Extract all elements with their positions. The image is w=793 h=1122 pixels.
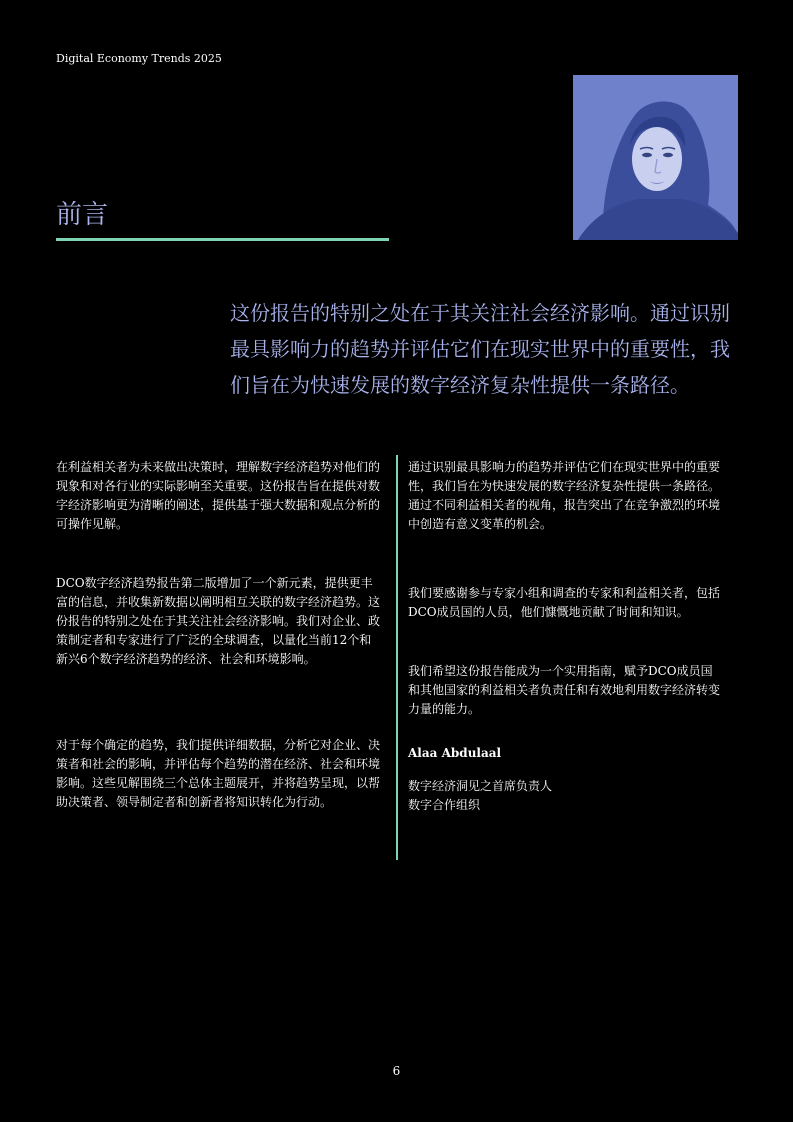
left-paragraph-3: 对于每个确定的趋势，我们提供详细数据，分析它对企业、决策者和社会的影响，并评估每个趋势的潜在经济、社会和环境影响。这些见解围绕三个总体主题展开，并将趋势呈现，以帮助决策者、领导制定者和创新者将知识转化为行动。 (56, 738, 381, 809)
portrait-photo (573, 75, 738, 240)
pull-quote: 这份报告的特别之处在于其关注社会经济影响。通过识别最具影响力的趋势并评估它们在现实世界中的重要性，我们旨在为快速发展的数字经济复杂性提供一条路径。 (230, 301, 730, 397)
right-paragraph-1: 通过识别最具影响力的趋势并评估它们在现实世界中的重要性，我们旨在为快速发展的数字经济复杂性提供一条路径。通过不同利益相关者的视角，报告突出了在竞争激烈的环境中创造有意义变革的机会。 (408, 460, 721, 531)
column-divider (396, 455, 398, 860)
author-portrait (573, 75, 738, 240)
signature-role: 数字经济洞见之首席负责人 (408, 779, 553, 793)
right-column (408, 458, 723, 815)
signature-organization: 数字合作组织 (408, 798, 481, 812)
right-paragraph-2: 我们要感谢参与专家小组和调查的专家和利益相关者，包括DCO成员国的人员，他们慷慨地贡献了时间和知识。 (408, 586, 721, 619)
page-title: 前言 (56, 200, 109, 230)
left-column (56, 458, 381, 812)
title-underline (56, 238, 389, 241)
report-title: Digital Economy Trends 2025 (56, 52, 222, 65)
signature-name: Alaa Abdulaal (408, 746, 502, 760)
right-paragraph-3: 我们希望这份报告能成为一个实用指南，赋予DCO成员国和其他国家的利益相关者负责任和有效地利用数字经济转变力量的能力。 (408, 664, 721, 716)
page-number: 6 (392, 1064, 401, 1078)
left-paragraph-2: DCO数字经济趋势报告第二版增加了一个新元素，提供更丰富的信息，并收集新数据以阐明相互关联的数字经济趋势。这份报告的特别之处在于其关注社会经济影响。我们对企业、政策制定者和专家进行了广泛的全球调查，以量化当前12个和新兴6个数字经济趋势的经济、社会和环境影响。 (56, 576, 381, 666)
left-paragraph-1: 在利益相关者为未来做出决策时，理解数字经济趋势对他们的现象和对各行业的实际影响至关重要。这份报告旨在提供对数字经济影响更为清晰的阐述，提供基于强大数据和观点分析的可操作见解。 (56, 460, 381, 531)
